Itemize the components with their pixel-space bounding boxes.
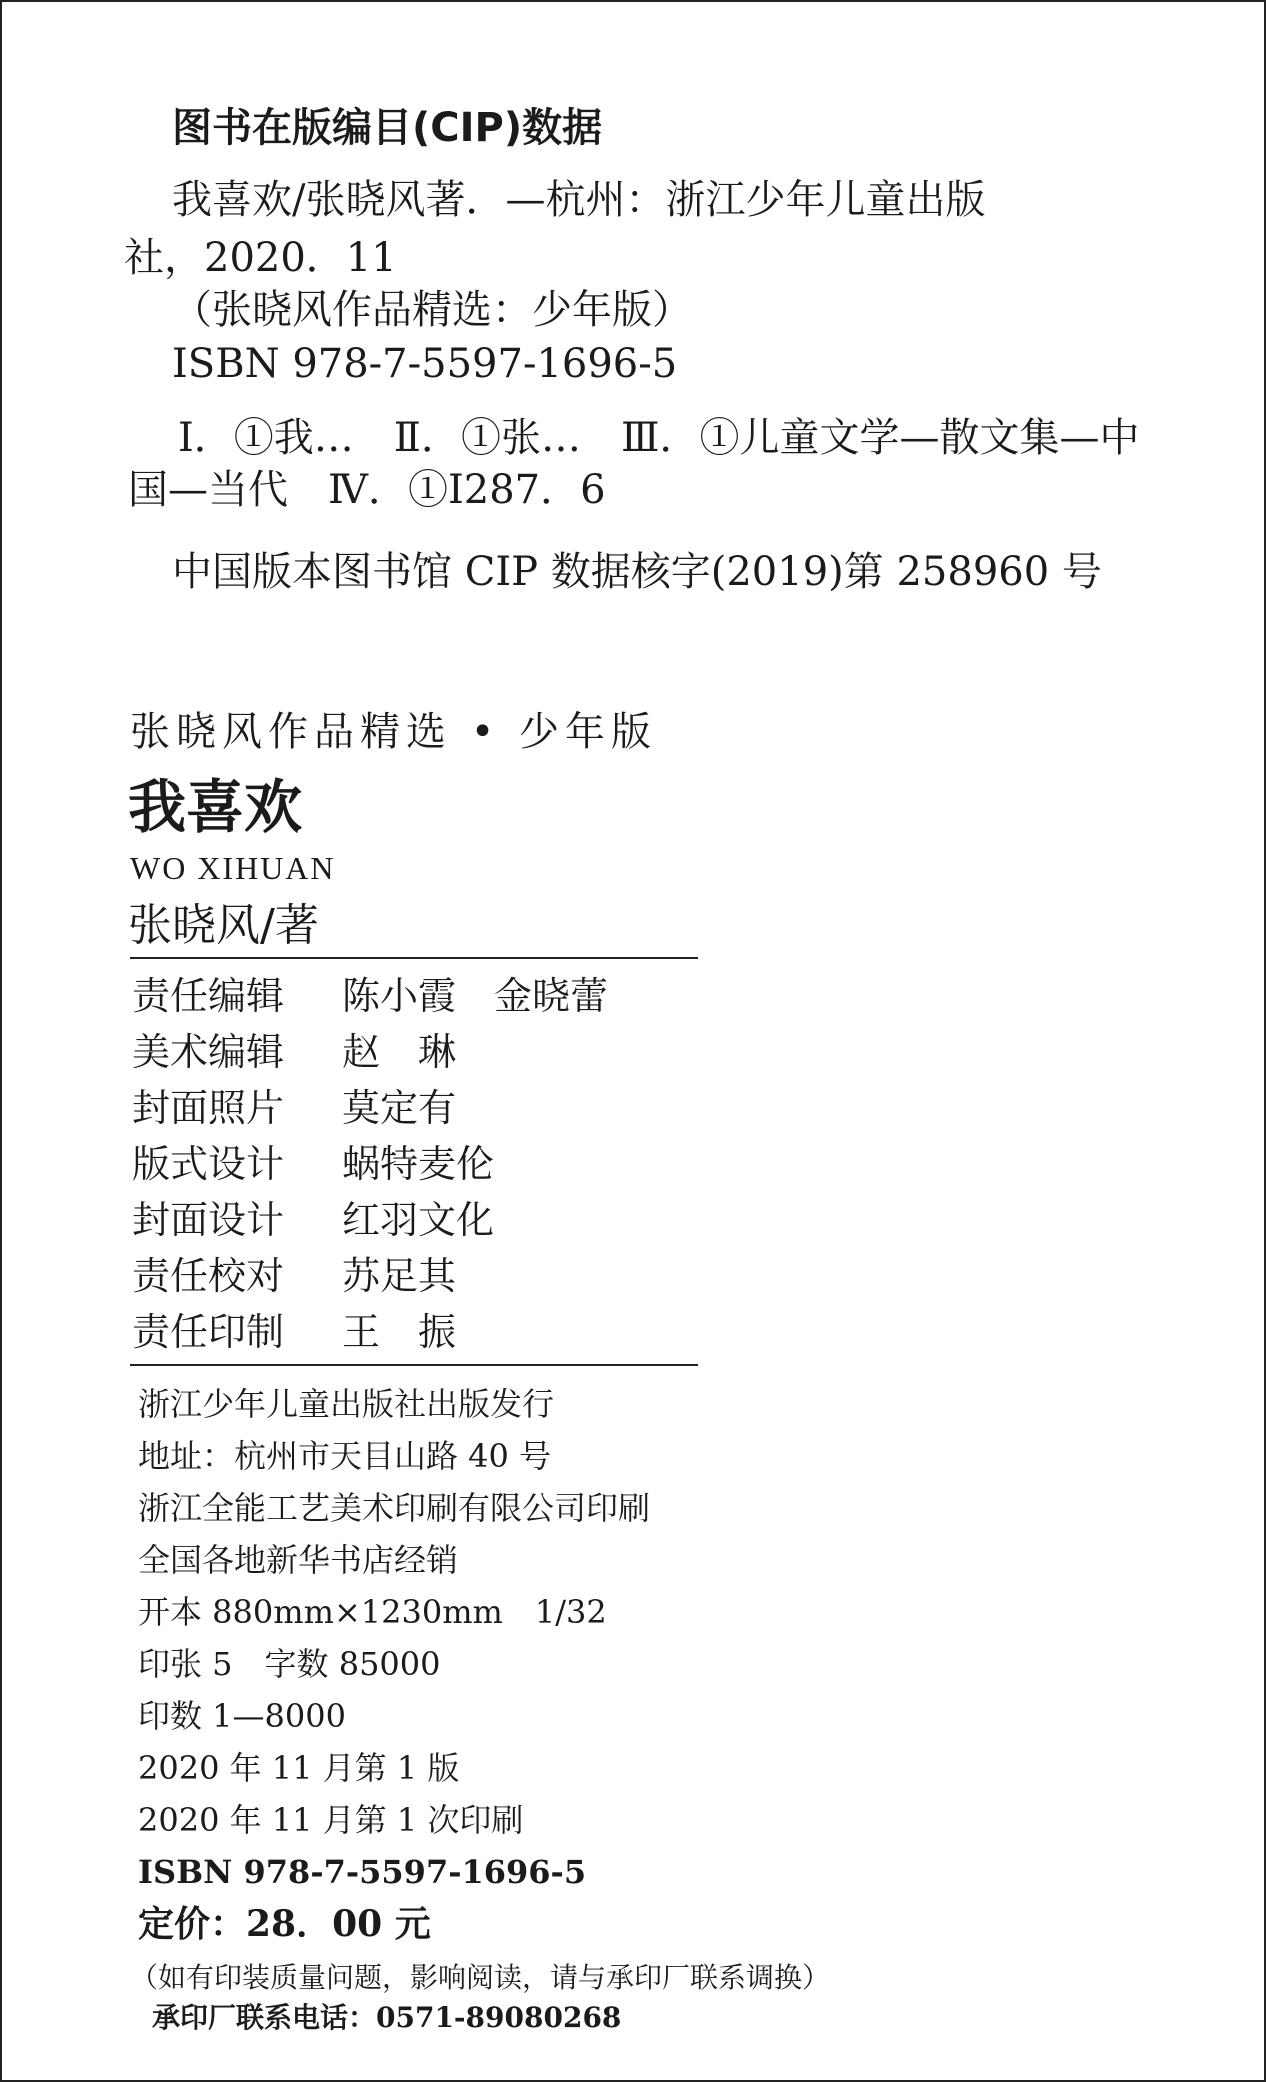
publisher: 浙江少年儿童出版社出版发行 (138, 1385, 555, 1423)
staff-name: 莫定有 (342, 1086, 457, 1130)
staff-role: 版式设计 (132, 1142, 285, 1186)
publisher-address: 地址：杭州市天目山路 40 号 (138, 1437, 552, 1475)
staff-name: 陈小霞 金晓蕾 (342, 974, 609, 1018)
staff-name: 红羽文化 (342, 1198, 495, 1242)
printer: 浙江全能工艺美术印刷有限公司印刷 (138, 1489, 651, 1527)
cip-isbn: ISBN 978-7-5597-1696-5 (172, 341, 678, 387)
staff-role: 责任校对 (132, 1254, 285, 1298)
quality-notice: （如有印装质量问题，影响阅读，请与承印厂联系调换） (130, 1961, 831, 1994)
cip-line-2: 社，2020．11 (124, 235, 397, 281)
series-name: 张晓风作品精选 • 少年版 (130, 709, 658, 755)
staff-role: 责任编辑 (132, 974, 285, 1018)
isbn: ISBN 978-7-5597-1696-5 (138, 1853, 587, 1891)
book-title: 我喜欢 (128, 773, 303, 841)
print-run: 印数 1—8000 (138, 1697, 346, 1735)
cip-series-line: （张晓风作品精选：少年版） (172, 287, 692, 333)
sheets-word-count: 印张 5 字数 85000 (138, 1645, 441, 1683)
price: 定价：28．00 元 (138, 1903, 431, 1945)
divider-bottom (130, 1364, 698, 1366)
staff-name: 王 振 (342, 1310, 457, 1354)
distributor: 全国各地新华书店经销 (138, 1541, 459, 1579)
cip-classification-2: 国—当代 Ⅳ．①I287．6 (128, 467, 606, 513)
cip-record-number: 中国版本图书馆 CIP 数据核字(2019)第 258960 号 (172, 549, 1102, 595)
staff-name: 苏足其 (342, 1254, 457, 1298)
cip-heading: 图书在版编目(CIP)数据 (172, 105, 603, 151)
staff-role: 封面设计 (132, 1198, 285, 1242)
cip-line-1: 我喜欢/张晓风著．—杭州：浙江少年儿童出版 (172, 177, 986, 223)
staff-role: 封面照片 (132, 1086, 285, 1130)
cip-classification-1: Ⅰ．①我… Ⅱ．①张… Ⅲ．①儿童文学—散文集—中 (178, 415, 1140, 461)
book-format: 开本 880mm×1230mm 1/32 (138, 1593, 607, 1631)
staff-role: 美术编辑 (132, 1030, 285, 1074)
divider-top (130, 957, 698, 959)
book-title-pinyin: WO XIHUAN (130, 850, 336, 886)
edition-date: 2020 年 11 月第 1 版 (138, 1749, 460, 1787)
author: 张晓风/著 (128, 900, 319, 951)
staff-name: 赵 琳 (342, 1030, 457, 1074)
staff-name: 蜗特麦伦 (342, 1142, 495, 1186)
printer-phone: 承印厂联系电话：0571-89080268 (152, 2001, 622, 2034)
printing-date: 2020 年 11 月第 1 次印刷 (138, 1801, 524, 1839)
staff-role: 责任印制 (132, 1310, 285, 1354)
